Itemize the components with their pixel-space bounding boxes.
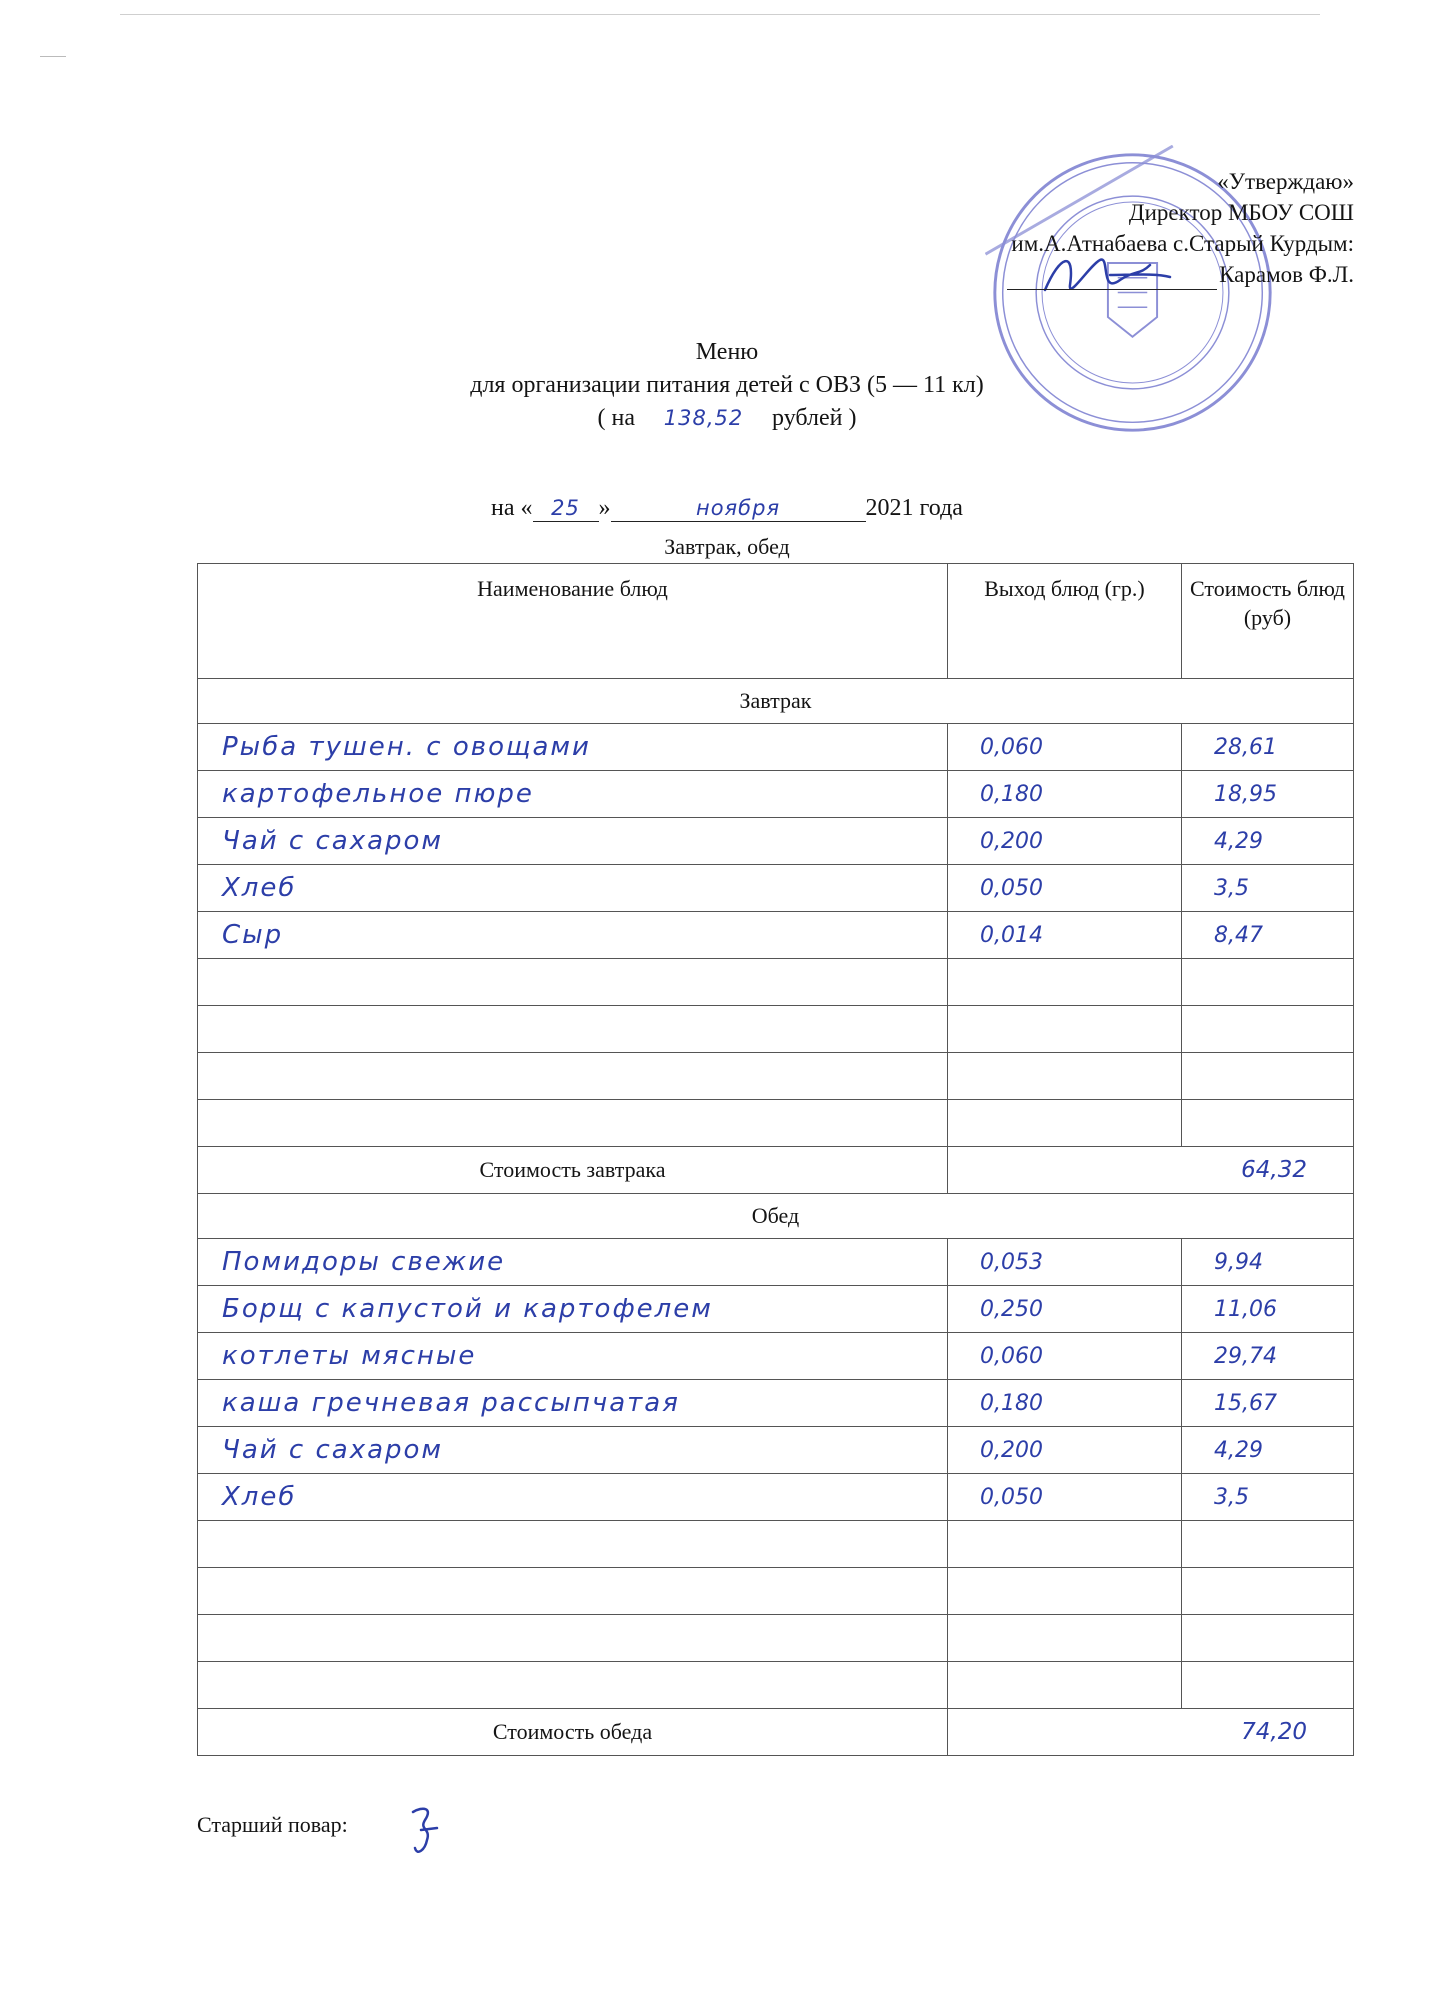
- cook-signature: [405, 1800, 445, 1860]
- dish-cost: 4,29: [1182, 818, 1354, 865]
- dish-name: картофельное пюре: [198, 771, 948, 818]
- dish-weight: 0,014: [948, 912, 1182, 959]
- dish-weight: 0,200: [948, 1427, 1182, 1474]
- dish-cost: 3,5: [1182, 865, 1354, 912]
- meal-type: Завтрак, обед: [664, 534, 790, 559]
- breakfast-total-value: 64,32: [948, 1147, 1354, 1194]
- dish-name: Сыр: [198, 912, 948, 959]
- header-row: [198, 564, 1354, 679]
- empty-cell: [948, 1053, 1182, 1100]
- date-day: 25: [533, 495, 599, 522]
- dish-name: Чай с сахаром: [198, 818, 948, 865]
- empty-cell: [948, 959, 1182, 1006]
- dish-name: Чай с сахаром: [198, 1427, 948, 1474]
- menu-date: на « 25 » ноября 2021 года: [491, 495, 963, 521]
- table-row: [198, 1380, 1354, 1427]
- empty-cell: [948, 1006, 1182, 1053]
- table-row: [198, 1474, 1354, 1521]
- dish-name: каша гречневая рассыпчатая: [198, 1380, 948, 1427]
- empty-row: [198, 1006, 1354, 1053]
- empty-cell: [198, 1053, 948, 1100]
- empty-cell: [198, 959, 948, 1006]
- empty-row: [198, 1615, 1354, 1662]
- empty-row: [198, 1568, 1354, 1615]
- dish-cost: 11,06: [1182, 1286, 1354, 1333]
- title-menu: Меню: [695, 339, 759, 365]
- empty-cell: [948, 1568, 1182, 1615]
- empty-cell: [1182, 1662, 1354, 1709]
- approval-signatory: [1007, 259, 1354, 290]
- dish-weight: 0,180: [948, 771, 1182, 818]
- empty-cell: [1182, 1100, 1354, 1147]
- empty-cell: [198, 1568, 948, 1615]
- lunch-section-label: Обед: [198, 1194, 1354, 1239]
- document-title: [0, 336, 1454, 435]
- dish-name: котлеты мясные: [198, 1333, 948, 1380]
- table-row: [198, 1333, 1354, 1380]
- empty-cell: [198, 1006, 948, 1053]
- dish-cost: 15,67: [1182, 1380, 1354, 1427]
- dish-weight: 0,250: [948, 1286, 1182, 1333]
- dish-weight: 0,053: [948, 1239, 1182, 1286]
- empty-cell: [948, 1100, 1182, 1147]
- empty-row: [198, 1521, 1354, 1568]
- dish-weight: 0,060: [948, 1333, 1182, 1380]
- table-row: [198, 818, 1354, 865]
- menu-table: [197, 563, 1354, 1756]
- dish-name: Борщ с капустой и картофелем: [198, 1286, 948, 1333]
- title-purpose: для организации питания детей с ОВЗ (5 — 11 кл): [470, 372, 984, 398]
- table-row: [198, 912, 1354, 959]
- dish-name: Рыба тушен. с овощами: [198, 724, 948, 771]
- lunch-section-row: [198, 1194, 1354, 1239]
- cook-label: Старший повар:: [197, 1812, 348, 1837]
- breakfast-total-row: [198, 1147, 1354, 1194]
- column-header-name: Наименование блюд: [198, 564, 948, 679]
- dish-cost: 28,61: [1182, 724, 1354, 771]
- budget-amount: 138,52: [663, 406, 744, 430]
- empty-cell: [948, 1615, 1182, 1662]
- table-row: [198, 1239, 1354, 1286]
- empty-cell: [198, 1615, 948, 1662]
- empty-cell: [948, 1662, 1182, 1709]
- dish-weight: 0,200: [948, 818, 1182, 865]
- empty-cell: [198, 1662, 948, 1709]
- date-month: ноября: [611, 495, 866, 522]
- table-row: [198, 1427, 1354, 1474]
- dish-cost: 4,29: [1182, 1427, 1354, 1474]
- dish-weight: 0,050: [948, 1474, 1182, 1521]
- director-name: Карамов Ф.Л.: [1219, 262, 1354, 287]
- dish-cost: 29,74: [1182, 1333, 1354, 1380]
- dish-weight: 0,060: [948, 724, 1182, 771]
- breakfast-section-label: Завтрак: [198, 679, 1354, 724]
- table-row: [198, 724, 1354, 771]
- approval-school: им.А.Атнабаева с.Старый Курдым:: [1011, 231, 1354, 256]
- empty-cell: [198, 1100, 948, 1147]
- column-header-cost: Стоимость блюд (руб): [1182, 564, 1354, 679]
- title-budget: ( на 138,52 рублей ): [0, 402, 1454, 435]
- column-header-weight: Выход блюд (гр.): [948, 564, 1182, 679]
- dish-weight: 0,050: [948, 865, 1182, 912]
- empty-row: [198, 1053, 1354, 1100]
- empty-cell: [948, 1521, 1182, 1568]
- breakfast-total-label: Стоимость завтрака: [198, 1147, 948, 1194]
- empty-row: [198, 959, 1354, 1006]
- empty-row: [198, 1662, 1354, 1709]
- lunch-total-row: [198, 1709, 1354, 1756]
- dish-name: Хлеб: [198, 865, 948, 912]
- scan-edge-line: [120, 14, 1320, 15]
- empty-cell: [1182, 1615, 1354, 1662]
- table-row: [198, 1286, 1354, 1333]
- lunch-total-value: 74,20: [948, 1709, 1354, 1756]
- empty-cell: [1182, 1053, 1354, 1100]
- dish-cost: 9,94: [1182, 1239, 1354, 1286]
- empty-cell: [1182, 1006, 1354, 1053]
- dish-name: Хлеб: [198, 1474, 948, 1521]
- dish-cost: 3,5: [1182, 1474, 1354, 1521]
- empty-cell: [1182, 1568, 1354, 1615]
- signature-line: [1007, 267, 1217, 290]
- table-row: [198, 771, 1354, 818]
- dish-cost: 18,95: [1182, 771, 1354, 818]
- empty-cell: [1182, 959, 1354, 1006]
- empty-cell: [198, 1521, 948, 1568]
- approval-block: [1007, 166, 1354, 290]
- approval-heading: «Утверждаю»: [1217, 169, 1354, 194]
- empty-row: [198, 1100, 1354, 1147]
- table-row: [198, 865, 1354, 912]
- scan-edge-mark: [40, 56, 66, 57]
- dish-cost: 8,47: [1182, 912, 1354, 959]
- lunch-total-label: Стоимость обеда: [198, 1709, 948, 1756]
- breakfast-section-row: [198, 679, 1354, 724]
- approval-position: Директор МБОУ СОШ: [1128, 200, 1354, 225]
- dish-weight: 0,180: [948, 1380, 1182, 1427]
- dish-name: Помидоры свежие: [198, 1239, 948, 1286]
- empty-cell: [1182, 1521, 1354, 1568]
